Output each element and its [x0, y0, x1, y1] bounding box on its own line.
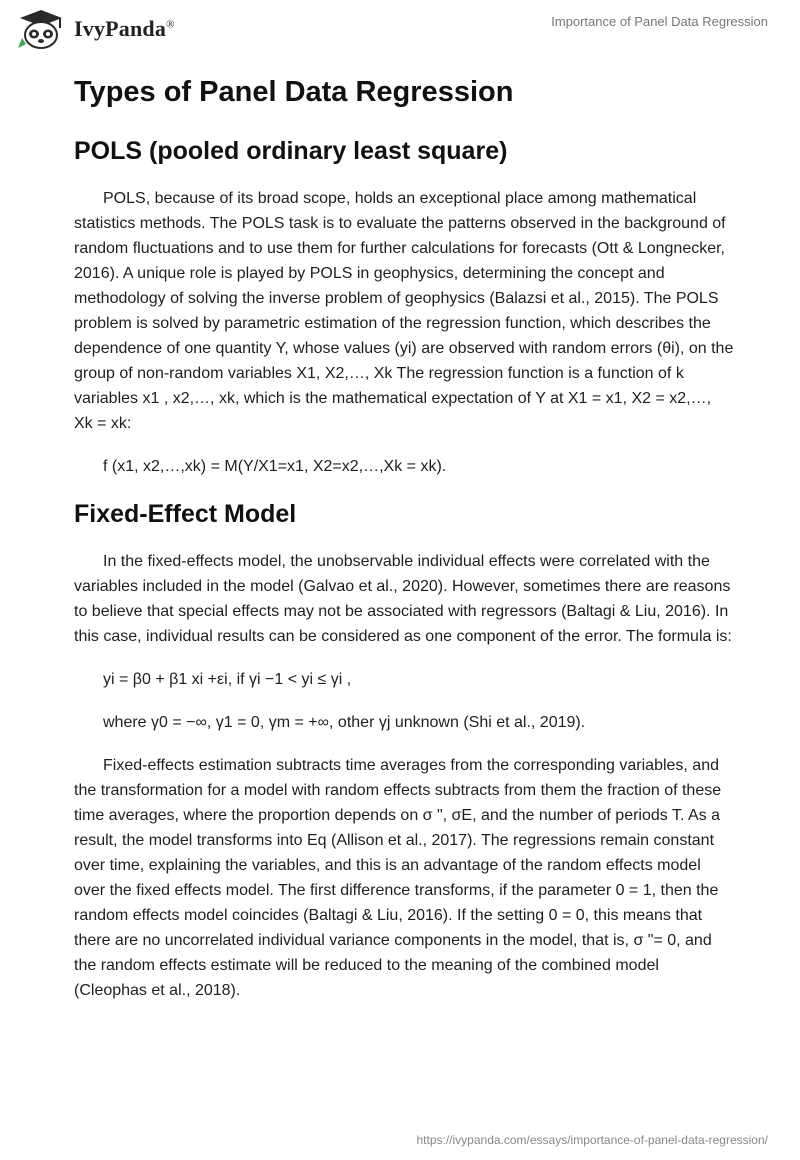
article-body: [74, 72, 734, 1021]
regression-formula: f (x1, x2,…,xk) = M(Y/X1=x1, X2=x2,…,Xk = xk).: [103, 458, 447, 475]
pols-paragraph: POLS, because of its broad scope, holds an exceptional place among mathematical statistics methods. The POLS task is to evaluate the patterns observed in the background of random fluctuations and to use them for further calculations for forecasts (Ott & Longnecker, 2016). A unique role is played by POLS in geophysics, determining the concept and methodology of solving the inverse problem of geophysics (Balazsi et al., 2015). The POLS problem is solved by parametric estimation of the regression function, which describes the dependence of one quantity Y, whose values (yi) are observed with random errors (θi), on the group of non-random variables X1, X2,…, Xk The regression function is a function of k variables x1 , x2,…, xk, which is the mathematical expectation of Y at X1 = x1, X2 = x2,…, Xk = xk:: [74, 190, 734, 432]
fixed-effect-formula: yi = β0 + β1 xi +εi, if γi −1 < yi ≤ γi ,: [103, 671, 352, 688]
section-heading-pols: POLS (pooled ordinary least square): [74, 137, 508, 165]
brand-logo[interactable]: [14, 8, 175, 50]
page-header: [0, 0, 800, 70]
section-heading-fixed-effect: Fixed-Effect Model: [74, 500, 297, 528]
estimation-paragraph: Fixed-effects estimation subtracts time averages from the corresponding variables, and the transformation for a model with random effects subtracts from them the fraction of these time averages, where the proportion depends on σ ", σE, and the number of periods T. As a result, the model transforms into Eq (Allison et al., 2017). The regressions remain constant over time, explaining the variables, and this is an advantage of the random effects model over the fixed effects model. The first difference transforms, if the parameter 0 = 1, then the random effects model coincides (Baltagi & Liu, 2016). If the setting 0 = 0, this means that there are no uncorrelated individual variance components in the model, that is, σ "= 0, and the random effects estimate will be reduced to the meaning of the combined model (Cleophas et al., 2018).: [74, 757, 722, 999]
fixed-effect-conditions: where γ0 = −∞, γ1 = 0, γm = +∞, other γj unknown (Shi et al., 2019).: [103, 714, 586, 731]
brand-name: IvyPanda®: [74, 16, 175, 41]
page-title: Types of Panel Data Regression: [74, 76, 514, 108]
document-title: Importance of Panel Data Regression: [551, 14, 768, 29]
fixed-effect-paragraph: In the fixed-effects model, the unobservable individual effects were correlated with the variables included in the model (Galvao et al., 2020). However, sometimes there are reasons to believe that special effects may not be associated with regressors (Baltagi & Liu, 2016). In this case, individual results can be considered as one component of the error. The formula is:: [74, 553, 732, 645]
panda-mascot-icon: [14, 8, 68, 50]
source-url[interactable]: https://ivypanda.com/essays/importance-of-panel-data-regression/: [416, 1133, 768, 1147]
